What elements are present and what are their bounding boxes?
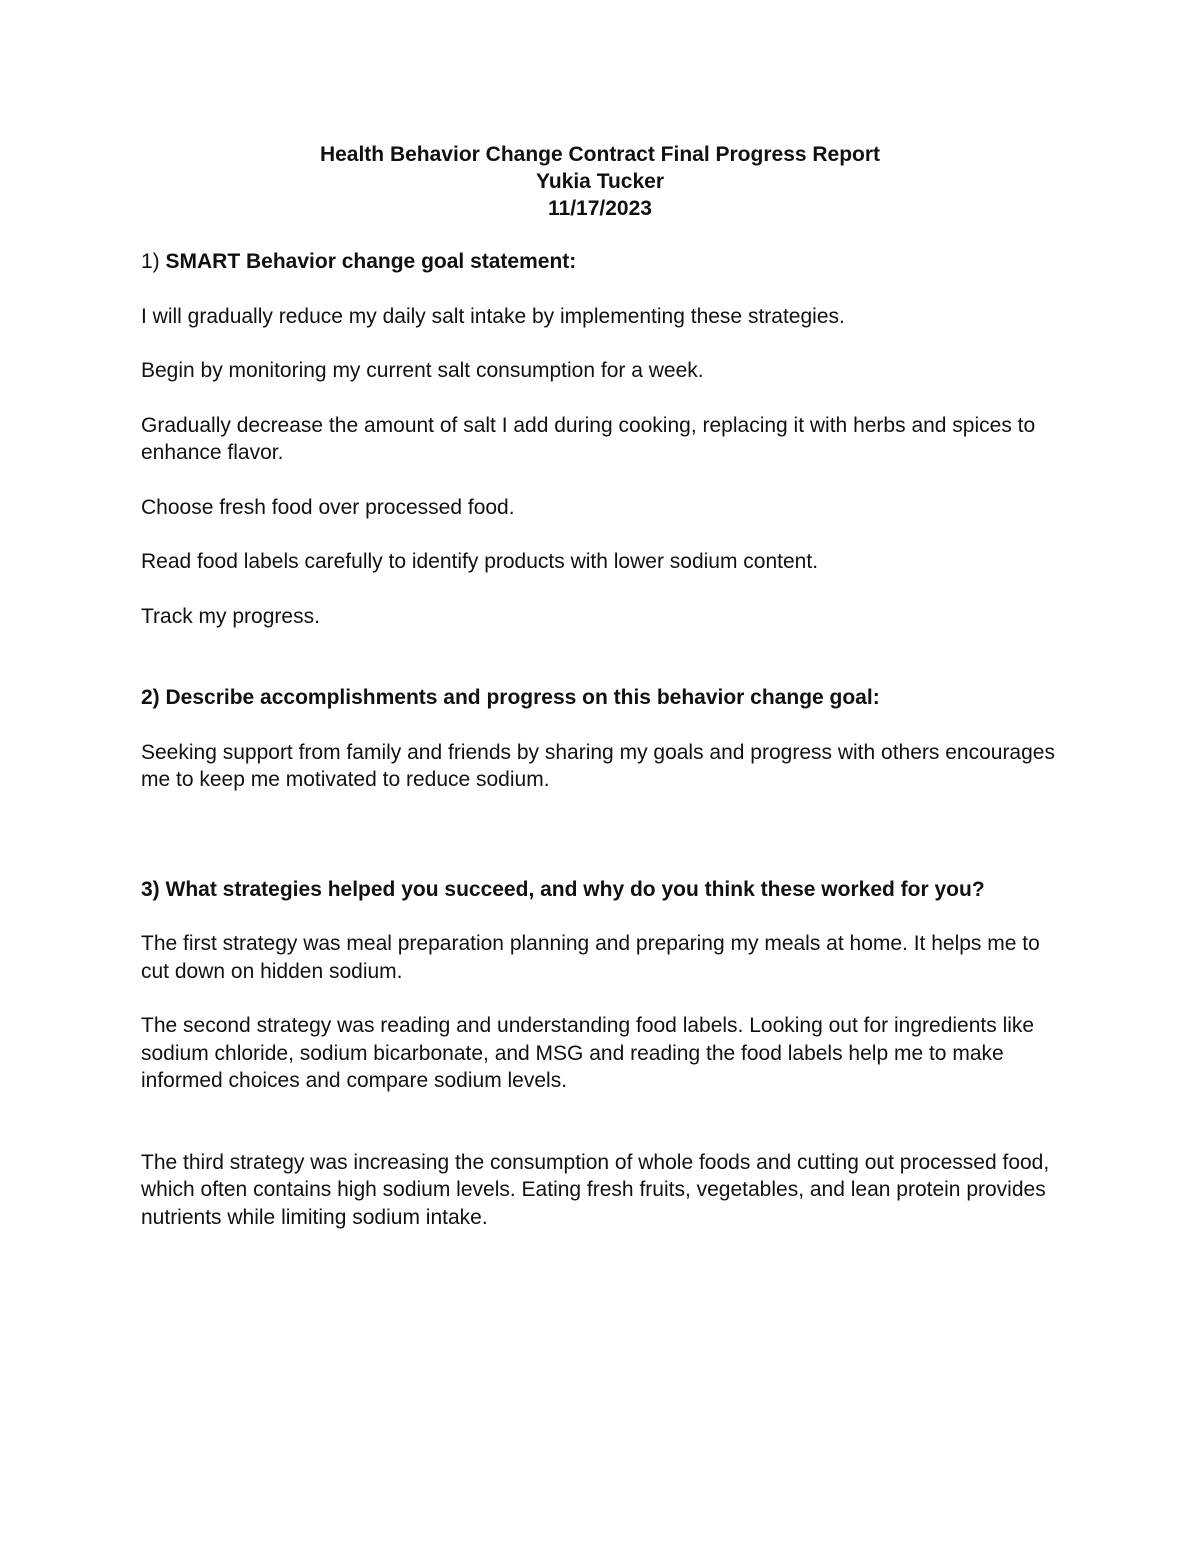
section-1-paragraph: I will gradually reduce my daily salt intake by implementing these strategies. <box>141 304 845 328</box>
section-3-heading: 3) What strategies helped you succeed, and why do you think these worked for you? <box>141 877 985 901</box>
document-header <box>0 141 1200 222</box>
section-3-paragraph: The first strategy was meal preparation planning and preparing my meals at home. It helps me to cut down on hidden sodium. <box>141 932 1040 983</box>
section-1-heading <box>141 248 1071 276</box>
section-1-paragraph: Track my progress. <box>141 604 320 628</box>
section-1-paragraph: Read food labels carefully to identify products with lower sodium content. <box>141 550 819 573</box>
section-1-paragraph: Begin by monitoring my current salt consumption for a week. <box>141 359 704 382</box>
document-body <box>141 248 1071 1231</box>
author-name: Yukia Tucker <box>535 170 664 193</box>
section-2-paragraph: Seeking support from family and friends by sharing my goals and progress with others encourages me to keep me motivated to reduce sodium. <box>141 740 1055 791</box>
section-2-heading: 2) Describe accomplishments and progress on this behavior change goal: <box>141 686 880 709</box>
section-3-paragraph: The second strategy was reading and understanding food labels. Looking out for ingredients like sodium chloride, sodium bicarbonate, and MSG and reading the food labels help me to make informed choices and compare sodium levels. <box>141 1014 1035 1092</box>
section-1-paragraph: Gradually decrease the amount of salt I add during cooking, replacing it with herbs and spices to enhance flavor. <box>141 413 1036 464</box>
section-1-heading-text: SMART Behavior change goal statement: <box>165 250 577 273</box>
document-title: Health Behavior Change Contract Final Progress Report <box>319 143 881 166</box>
section-1-paragraph: Choose fresh food over processed food. <box>141 495 515 519</box>
document-date: 11/17/2023 <box>548 197 652 220</box>
section-3-paragraph: The third strategy was increasing the consumption of whole foods and cutting out processed food, which often contains high sodium levels. Eating fresh fruits, vegetables, and lean protein provides nutrients while limiting sodium intake. <box>141 1150 1050 1229</box>
section-1-number: 1) <box>141 250 166 273</box>
